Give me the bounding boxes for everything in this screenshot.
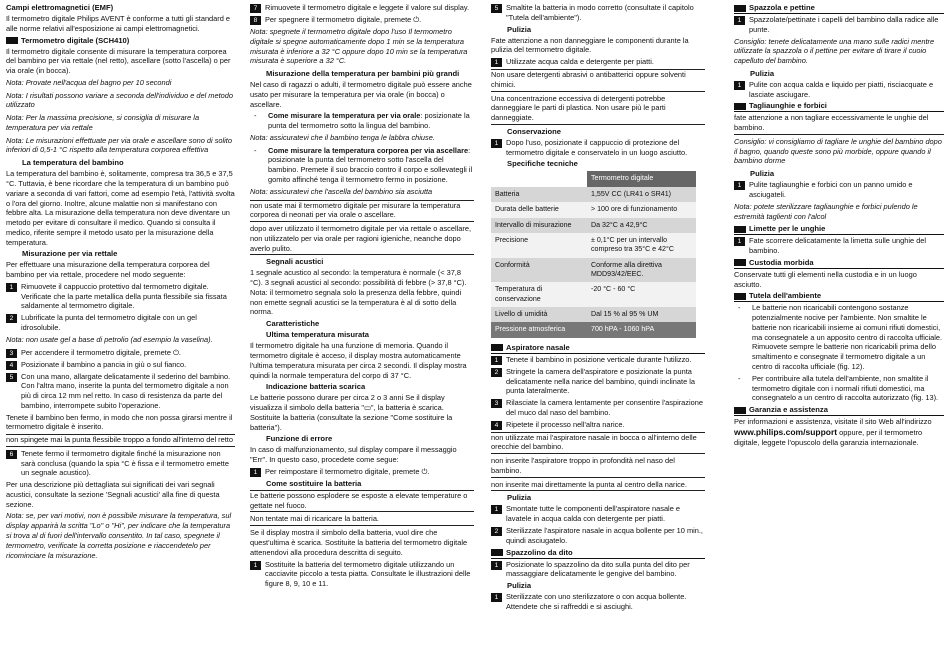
subheading: Pulizia <box>507 581 532 591</box>
step: 1 Fate scorrere delicatamente la limetta sulle unghie del bambino. <box>734 236 944 256</box>
digital-thermometer-heading <box>6 36 235 46</box>
paragraph: Nel caso di ragazzi o adulti, il termometro digitale può essere anche usato per misurare la temperatura per via orale (in bocca) o ascellare. <box>250 80 472 109</box>
nail-file-heading: Limette per le unghie <box>734 224 944 235</box>
spec-row <box>491 187 696 202</box>
spec-value: Da 32°C a 42,9°C <box>587 218 696 233</box>
paragraph: Tenete il bambino ben fermo, in modo che non possa girarsi mentre il termometro digitale è inserito. <box>6 412 233 432</box>
column-4 <box>734 3 944 667</box>
subheading: Specifiche tecniche <box>507 159 578 169</box>
warning: Non tentate mai di ricaricare la batteria. <box>250 514 474 526</box>
subheading: Ultima temperatura misurata <box>266 330 369 340</box>
warning: Le batterie possono esplodere se esposte a elevate temperature o gettate nel fuoco. <box>250 490 474 513</box>
step: 1 Posizionate lo spazzolino da dito sulla punta del dito per massaggiare delicatamente le gengive del bambino. <box>491 560 705 580</box>
spec-key: Batteria <box>491 187 587 202</box>
step: 6 Tenete fermo il termometro digitale finché la misurazione non sarà conclusa (quando la spia °C è fissa e il termometro emette un segnale acustico). <box>6 449 235 478</box>
soft-case-heading: Custodia morbida <box>734 258 944 269</box>
step: 1 Dopo l'uso, posizionate il cappuccio di protezione del termometro digitale e conservatelo in un luogo asciutto. <box>491 138 705 158</box>
step: 1 Tenete il bambino in posizione verticale durante l'utilizzo. <box>491 355 705 365</box>
spec-table-body <box>491 187 696 338</box>
subheading: Come sostituire la batteria <box>266 478 362 488</box>
spec-key: Intervallo di misurazione <box>491 218 587 233</box>
note: Consiglio: vi consigliamo di tagliare le unghie del bambino dopo il bagno, quando queste sono più morbide, oppure quando il bambino dorme <box>734 136 942 166</box>
step: 2 Stringete la camera dell'aspiratore e posizionate la punta delicatamente nella narice del bambino, quindi inclinate la punta lateralmente. <box>491 367 705 396</box>
spec-row <box>491 218 696 233</box>
spec-key: Conformità <box>491 258 587 283</box>
spec-row <box>491 258 696 283</box>
dash-item: - Come misurare la temperatura corporea per via ascellare: posizionate la punta del termometro sotto l'ascella del bambino. Premete il suo braccio contro il corpo e sollevategli il gomito affinché tenga il termometro fermo in posizione. <box>254 145 473 184</box>
section-marker <box>491 549 503 556</box>
spec-value: ± 0,1°C per un intervallo compreso tra 35°C e 42°C <box>587 233 696 258</box>
nail-clipper-heading: Tagliaunghie e forbici <box>734 101 944 112</box>
note: Nota: potete sterilizzare tagliaunghie e forbici pulendo le estremità taglienti con l'alcol <box>734 201 918 221</box>
paragraph: In caso di malfunzionamento, sul display compare il messaggio "Err". In questo caso, procedete come segue: <box>250 445 457 465</box>
paragraph: Conservate tutti gli elementi nella custodia e in un luogo asciutto. <box>734 269 917 289</box>
brush-comb-heading: Spazzola e pettine <box>734 3 944 14</box>
spec-value: 700 hPA - 1060 hPA <box>587 322 696 337</box>
note: Nota: se, per vari motivi, non è possibile misurare la temperatura, sul display apparirà la scritta "Lo" o "Hi", per indicare che la temperatura si trova al di fuori dell'intervallo consentito. In tal caso, spegnete il termometro, verificate la corretta posizione e riaccendetelo per ricominciare la misurazione. <box>6 511 232 560</box>
subheading: Indicazione batteria scarica <box>266 382 366 392</box>
column-3 <box>491 3 705 667</box>
spec-row <box>491 307 696 322</box>
warning: Non usare detergenti abrasivi o antibatterici oppure solventi chimici. <box>491 69 705 92</box>
step: 7 Rimuovete il termometro digitale e leggete il valore sul display. <box>250 3 474 13</box>
section-marker <box>6 37 18 44</box>
step: 1 Sterilizzate con uno sterilizzatore o con acqua bollente. Attendete che si raffreddi e si asciughi. <box>491 592 705 612</box>
spec-row <box>491 322 696 337</box>
paragraph: Le batterie possono durare per circa 2 o 3 anni Se il display visualizza il simbolo della batteria "▭", la batteria è scarica. Sostituite la batteria (consultate la sezione "Come sostituire la batteria"). <box>250 393 453 432</box>
warranty-heading: Garanzia e assistenza <box>734 405 944 416</box>
step: 4 Posizionate il bambino a pancia in giù o sul fianco. <box>6 360 235 370</box>
warning: fate attenzione a non tagliare eccessivamente le unghie del bambino. <box>734 113 944 135</box>
step: 5 Con una mano, allargate delicatamente il sederino del bambino. Con l'altra mano, inserite la punta del termometro digitale a non più di circa 12 mm nel retto. In caso di resistenza da parte del bambino, interrompete subito l'operazione. <box>6 372 235 411</box>
step: 2 Lubrificate la punta del termometro digitale con un gel idrosolubile. <box>6 313 235 333</box>
subheading: Pulizia <box>750 68 775 78</box>
note: Nota: Per la massima precisione, si consiglia di misurare la temperatura per via rettale <box>6 113 200 132</box>
warning: non spingete mai la punta flessibile troppo a fondo all'interno del retto <box>6 434 235 447</box>
step: 5 Smaltite la batteria in modo corretto (consultate il capitolo "Tutela dell'ambiente"). <box>491 3 705 23</box>
spec-key: Pressione atmosferica <box>491 322 587 337</box>
spec-key: Precisione <box>491 233 587 258</box>
step: 3 Per accendere il termometro digitale, premete ⏻. <box>6 348 235 358</box>
section-marker <box>734 407 746 414</box>
spec-value: 1,55V CC (LR41 o SR41) <box>587 187 696 202</box>
support-link[interactable]: www.philips.com/support <box>734 426 838 437</box>
note: Nota: assicuratevi che il bambino tenga le labbra chiuse. <box>250 132 435 142</box>
spec-value: -20 °C - 60 °C <box>587 282 696 307</box>
note: Nota: Le misurazioni effettuate per via orale e ascellare sono di solito inferiori di 0,5-1 °C rispetto alla temperatura corporea effettiva <box>6 135 232 155</box>
column-2 <box>250 3 474 667</box>
emf-text: Il termometro digitale Philips AVENT è conforme a tutti gli standard e alle norme relativi all'esposizione ai campi elettromagnetici. <box>6 14 231 33</box>
note: Nota: non usate gel a base di petrolio (ad esempio la vaselina). <box>6 334 213 344</box>
warranty-text: Per informazioni e assistenza, visitate il sito Web all'indirizzo www.philips.com/support oppure, per il termometro digitale, leggete l'opuscolo della garanzia internazionale. <box>734 417 932 448</box>
step: 1 Utilizzate acqua calda e detergente per piatti. <box>491 57 705 67</box>
step: 3 Rilasciate la camera lentamente per consentire l'aspirazione del muco dal naso del bambino. <box>491 398 705 418</box>
note: Nota: assicuratevi che l'ascella del bambino sia asciutta <box>250 186 433 196</box>
note: Nota: I risultati possono variare a seconda dell'individuo e del metodo utilizzato <box>6 90 233 110</box>
subheading: Funzione di errore <box>266 434 333 444</box>
spec-value: Conforme alla direttiva MDD93/42/EEC. <box>587 258 696 283</box>
paragraph: Il termometro digitale ha una funzione di memoria. Quando il termometro digitale è acceso, il display mostra automaticamente l'ultima temperatura misurata per circa 2 secondi. Il display mostra quindi la normale temperatura del corpo di 37 °C. <box>250 341 467 380</box>
note: Nota: Provate nell'acqua del bagno per 10 secondi <box>6 77 172 87</box>
dash-item: - Come misurare la temperatura per via orale: posizionate la punta del termometro sotto la lingua del bambino. <box>254 111 470 131</box>
table-header: Termometro digitale <box>587 171 696 186</box>
section-marker <box>734 5 746 12</box>
spec-row <box>491 233 696 258</box>
dash-item: - Le batterie non ricaricabili contengono sostanze potenzialmente nocive per l'ambiente. Non smaltite le batterie non ricaricabili insieme ai comuni rifiuti domestici, ma consegnatele a un apposito centro di raccolta ufficiale. Rimuovete sempre le batterie non ricaricabili prima dello smaltimento e consegnate il termometro digitale a un centro di raccolta ufficiale (fig. 12). <box>738 303 943 372</box>
subheading: Pulizia <box>750 169 775 179</box>
step: 1 Pulite tagliaunghie e forbici con un panno umido e asciugateli. <box>734 180 944 200</box>
nasal-aspirator-heading: Aspiratore nasale <box>491 343 705 354</box>
step: 1 Per reimpostare il termometro digitale, premete ⏻. <box>250 467 474 477</box>
spec-key: Temperatura di conservazione <box>491 282 587 307</box>
subheading: Caratteristiche <box>266 319 320 329</box>
paragraph: 1 segnale acustico al secondo: la temperatura è normale (< 37,8 °C). 3 segnali acustici al secondo: possibilità di febbre (> 37,8 °C). Nota: il termometro segnala solo la presenza della febbre, quindi non emette segnali acustici se la temperatura è al di sotto della norma. <box>250 268 467 317</box>
subheading: Misurazione per via rettale <box>22 249 118 259</box>
warning: non usate mai il termometro digitale per misurare la temperatura corporea di neonati per via orale o ascellare. <box>250 200 474 223</box>
subheading: Segnali acustici <box>266 257 324 267</box>
section-marker <box>734 103 746 110</box>
paragraph: La temperatura del bambino è, solitamente, compresa tra 36,5 e 37,5 °C. Tuttavia, è bene ricordare che la temperatura di un bambino può variare a seconda di vari fattori, come ad esempio l'età, l'attività svolta o l'ora del giorno. Inoltre, alcune malattie non si manifestano con febbre alta. La misurazione della temperatura non deve diventare un metodo per evitare di consultare il medico. Quando si consulta il medico, riferite sempre il metodo usato per la misurazione della temperatura. <box>6 169 235 247</box>
section-marker <box>734 226 746 233</box>
paragraph: Se il display mostra il simbolo della batteria, vuol dire che quest'ultima è scarica. Sostituite la batteria del termometro digitale attenendovi alla procedura descritta di seguito. <box>250 528 468 557</box>
section-marker <box>491 344 503 351</box>
spec-value: Dal 15 % al 95 % UM <box>587 307 696 322</box>
warning: non inserite l'aspiratore troppo in profondità nel naso del bambino. <box>491 456 705 478</box>
warning: dopo aver utilizzato il termometro digitale per via rettale o ascellare, non utilizzatelo per via orale per ragioni igieniche, neanche dopo averlo pulito. <box>250 224 474 255</box>
spec-value: > 100 ore di funzionamento <box>587 202 696 217</box>
paragraph: Fate attenzione a non danneggiare le componenti durante la pulizia del termometro digitale. <box>491 35 689 55</box>
step: 8 Per spegnere il termometro digitale, premete ⏻. <box>250 15 474 25</box>
warning: non utilizzate mai l'aspiratore nasale in bocca o all'interno delle orecchie del bambino. <box>491 432 705 455</box>
spec-table <box>491 171 696 337</box>
dash-item: - Per contribuire alla tutela dell'ambiente, non smaltite il termometro digitale con i normali rifiuti domestici, ma consegnatelo a un centro di raccolta autorizzato (fig. 13). <box>738 373 939 403</box>
section-marker <box>734 293 746 300</box>
section-title: Termometro digitale (SCH410) <box>21 35 130 45</box>
subheading: Pulizia <box>507 24 532 34</box>
step: 1 Rimuovete il cappuccio protettivo dal termometro digitale. Verificate che la parte metallica della punta flessibile sia fissata saldamente al termometro digitale. <box>6 282 235 311</box>
column-1 <box>6 3 235 667</box>
step: 2 Sterilizzate l'aspiratore nasale in acqua bollente per 10 min., quindi asciugatelo. <box>491 526 705 546</box>
spec-key: Livello di umidità <box>491 307 587 322</box>
spec-row <box>491 282 696 307</box>
paragraph: Per effettuare una misurazione della temperatura corporea del bambino per via rettale, procedere nel modo seguente: <box>6 260 210 280</box>
warning: Una concentrazione eccessiva di detergenti potrebbe danneggiare le parti di plastica. Non usare più le parti danneggiate. <box>491 94 705 125</box>
finger-toothbrush-heading: Spazzolino da dito <box>491 548 705 559</box>
step: 4 Ripetete il processo nell'altra narice. <box>491 420 705 430</box>
spec-row <box>491 202 696 217</box>
subheading: La temperatura del bambino <box>22 158 124 168</box>
step: 1 Spazzolate/pettinate i capelli del bambino dalla radice alle punte. <box>734 15 944 35</box>
spec-key: Durata delle batterie <box>491 202 587 217</box>
digital-thermometer-text: Il termometro digitale consente di misurare la temperatura corporea del bambino per via rettale (nel retto), ascellare (sotto l'ascella) o per via orale (in bocca). <box>6 46 231 76</box>
environment-heading: Tutela dell'ambiente <box>734 291 944 302</box>
subheading: Conservazione <box>507 126 562 136</box>
warning: non inserite mai direttamente la punta al centro della narice. <box>491 480 705 492</box>
note: Nota: spegnete il termometro digitale dopo l'uso Il termometro digitale si spegne automaticamente dopo 1 min se la temperatura misurata è inferiore a 32 °C oppure dopo 10 min se la temperatura misurata è superiore a 32 °C. <box>250 27 468 66</box>
subheading: Misurazione della temperatura per bambini più grandi <box>266 69 460 79</box>
paragraph: Per una descrizione più dettagliata sui significati dei vari segnali acustici, consultate la sezione 'Segnali acustici' alla fine di questa sezione. <box>6 480 220 509</box>
step: 1 Pulite con acqua calda e liquido per piatti, risciacquate e lasciate asciugare. <box>734 80 944 100</box>
step: 1 Sostituite la batteria del termometro digitale utilizzando un cacciavite piccolo a testa piatta. Consultate le illustrazioni delle figure 8, 9, 10 e 11. <box>250 560 474 589</box>
subheading: Pulizia <box>507 493 532 503</box>
step: 1 Smontate tutte le componenti dell'aspiratore nasale e lavatele in acqua calda con detergente per piatti. <box>491 504 705 524</box>
emf-heading: Campi elettromagnetici (EMF) <box>6 3 114 12</box>
section-marker <box>734 259 746 266</box>
note: Consiglio: tenete delicatamente una mano sulle radici mentre utilizzate la spazzola o il pettine per evitare di tirare il cuoio capelluto del bambino. <box>734 36 935 66</box>
